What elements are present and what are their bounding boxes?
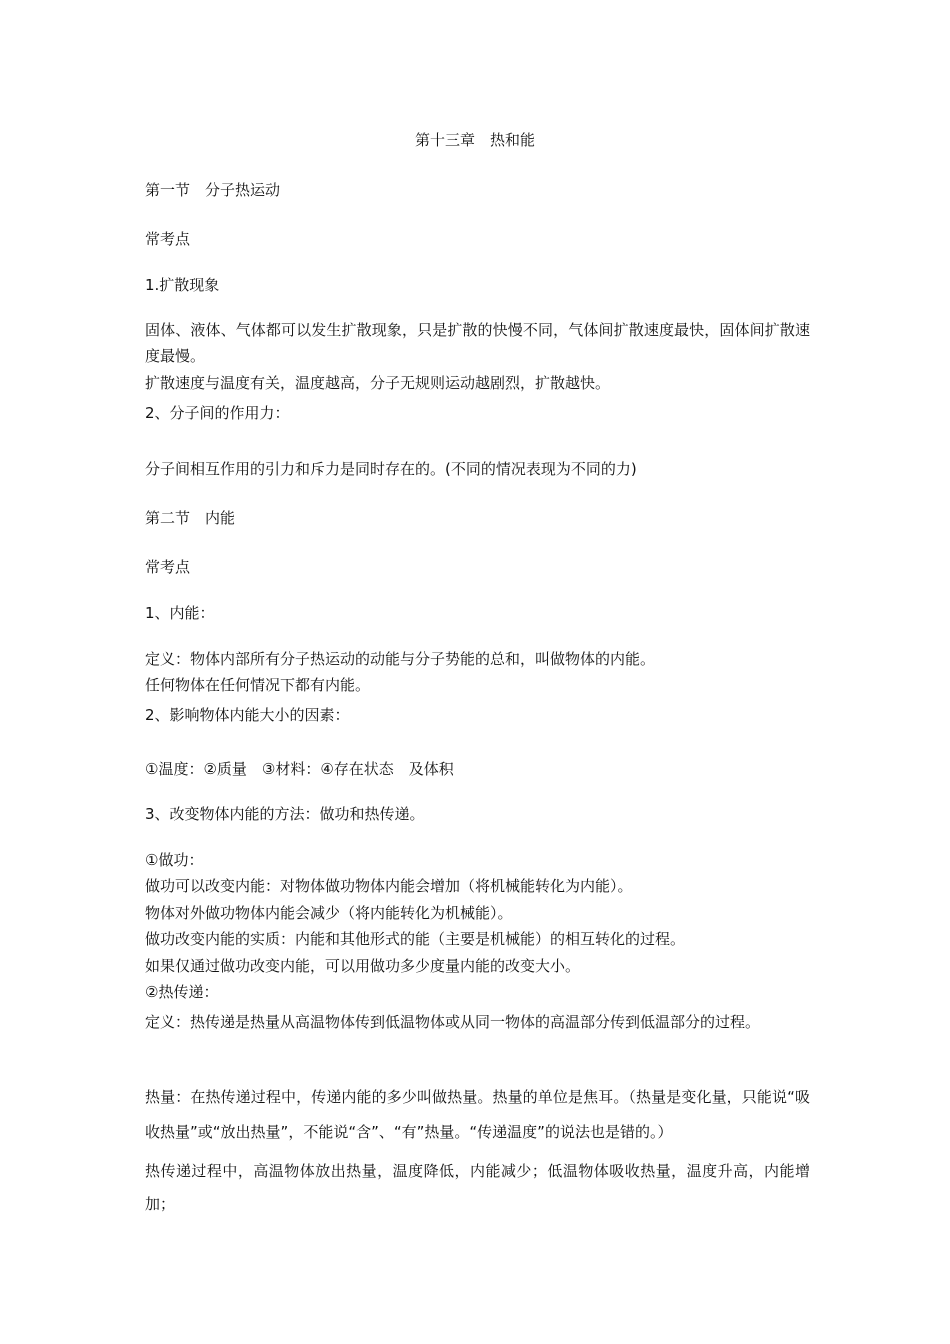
factors-heading: 2、影响物体内能大小的因素： — [145, 706, 350, 724]
work-heading: ①做功： — [145, 851, 204, 869]
work-line-3: 做功改变内能的实质：内能和其他形式的能（主要是机械能）的相互转化的过程。 — [145, 930, 686, 948]
heat-quantity-paragraph: 热量：在热传递过程中，传递内能的多少叫做热量。热量的单位是焦耳。（热量是变化量，只能说“吸收热量”或“放出热量”，不能说“含”、“有”热量。“传递温度”的说法也是错的。） — [145, 1088, 810, 1141]
diffusion-heading: 1.扩散现象 — [145, 276, 220, 294]
molecular-force-paragraph: 分子间相互作用的引力和斥力是同时存在的。(不同的情况表现为不同的力) — [145, 460, 637, 478]
internal-energy-definition: 定义：物体内部所有分子热运动的动能与分子势能的总和，叫做物体的内能。 — [145, 650, 656, 668]
chapter-title: 第十三章 热和能 — [414, 131, 535, 149]
section-2-title: 第二节 内能 — [145, 509, 236, 527]
work-line-4: 如果仅通过做功改变内能，可以用做功多少度量内能的改变大小。 — [145, 957, 581, 975]
heat-transfer-definition: 定义：热传递是热量从高温物体传到低温物体或从同一物体的高温部分传到低温部分的过程。 — [145, 1013, 761, 1031]
factors-list: ①温度：②质量 ③材料：④存在状态 及体积 — [145, 760, 454, 778]
section-2-key-points: 常考点 — [145, 558, 191, 576]
heat-transfer-heading: ②热传递： — [145, 983, 219, 1001]
molecular-force-heading: 2、分子间的作用力： — [145, 404, 290, 422]
diffusion-paragraph-1: 固体、液体、气体都可以发生扩散现象，只是扩散的快慢不同，气体间扩散速度最快，固体间扩散速度最慢。 — [145, 321, 810, 365]
internal-energy-any-object: 任何物体在任何情况下都有内能。 — [145, 676, 371, 694]
diffusion-paragraph-2: 扩散速度与温度有关，温度越高，分子无规则运动越剧烈，扩散越快。 — [145, 374, 611, 392]
section-1-title: 第一节 分子热运动 — [145, 181, 281, 199]
change-methods-heading: 3、改变物体内能的方法：做功和热传递。 — [145, 805, 425, 823]
work-line-1: 做功可以改变内能：对物体做功物体内能会增加（将机械能转化为内能）。 — [145, 877, 633, 895]
internal-energy-heading: 1、内能： — [145, 604, 215, 622]
work-line-2: 物体对外做功物体内能会减少（将内能转化为机械能）。 — [145, 904, 513, 922]
heat-transfer-process-paragraph: 热传递过程中，高温物体放出热量，温度降低，内能减少；低温物体吸收热量，温度升高，内能增加； — [145, 1162, 810, 1213]
section-1-key-points: 常考点 — [145, 230, 191, 248]
